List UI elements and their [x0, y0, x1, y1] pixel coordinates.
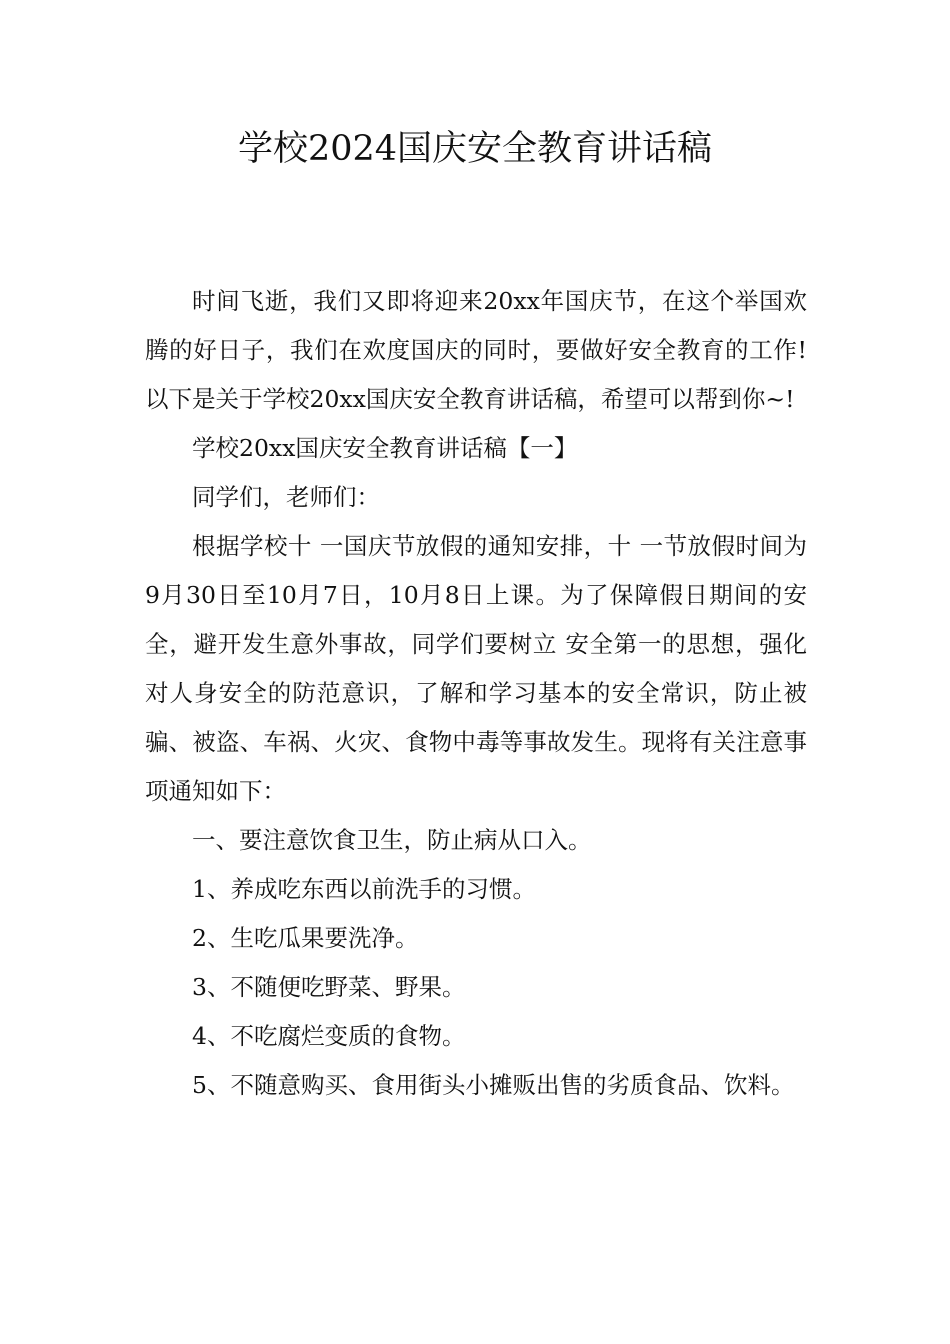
paragraph-notice: 根据学校十 一国庆节放假的通知安排，十 一节放假时间为9月30日至10月7日，10月8日上课。为了保障假日期间的安全，避开发生意外事故，同学们要树立 安全第一的思想，强化对人身安全的防范意识，了解和学习基本的安全常识，防止被骗、被盗、车祸、火灾、食物中毒等事故发生。现将有关注意事项通知如下： — [145, 532, 807, 805]
document-body — [145, 277, 807, 1110]
list-item: 1、养成吃东西以前洗手的习惯。 — [192, 875, 536, 903]
list-item: 2、生吃瓜果要洗净。 — [192, 924, 419, 952]
document-title: 学校2024国庆安全教育讲话稿 — [237, 129, 713, 169]
paragraph-intro: 时间飞逝，我们又即将迎来20xx年国庆节，在这个举国欢腾的好日子，我们在欢度国庆的同时，要做好安全教育的工作!以下是关于学校20xx国庆安全教育讲话稿，希望可以帮到你~! — [145, 287, 807, 413]
paragraph-item-heading: 一、要注意饮食卫生，防止病从口入。 — [192, 826, 592, 854]
paragraph-greeting: 同学们，老师们： — [192, 483, 380, 511]
list-item: 4、不吃腐烂变质的食物。 — [192, 1022, 466, 1050]
list-item: 5、不随意购买、食用街头小摊贩出售的劣质食品、饮料。 — [192, 1071, 795, 1099]
list-item: 3、不随便吃野菜、野果。 — [192, 973, 466, 1001]
paragraph-section-heading: 学校20xx国庆安全教育讲话稿【一】 — [192, 434, 578, 462]
